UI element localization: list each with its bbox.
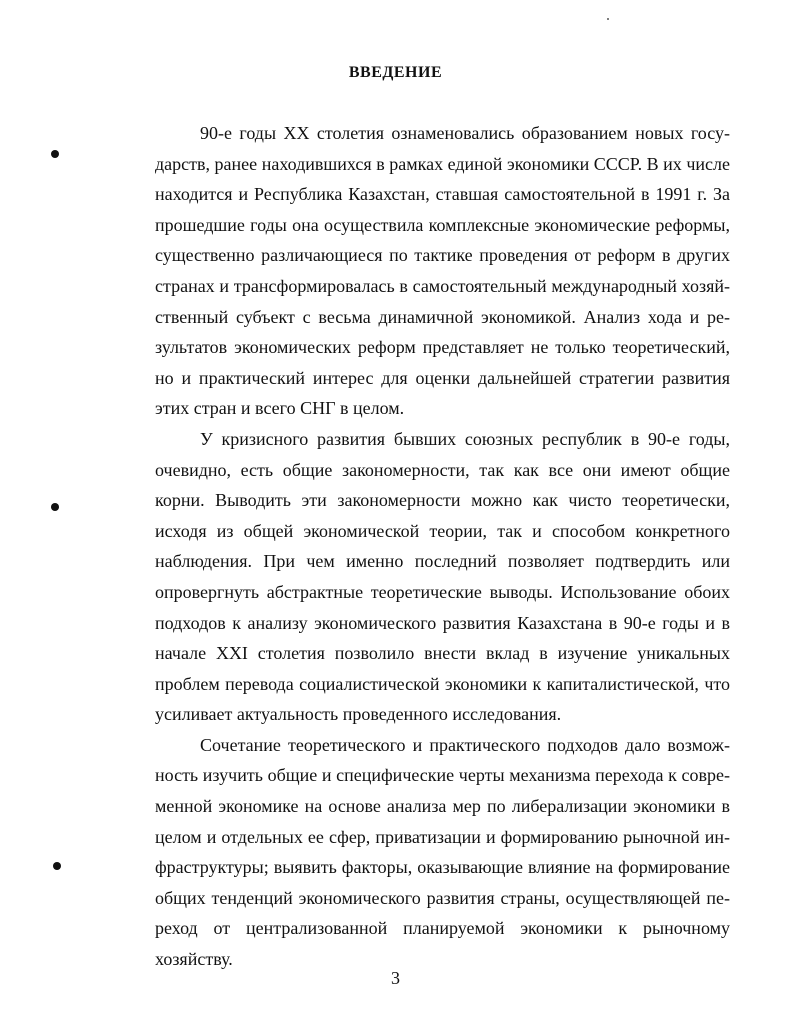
page-number: 3 <box>391 968 400 988</box>
body-text <box>155 118 730 975</box>
paragraph-2: У кризисного развития бывших союзных республик в 90-е годы, очевидно, есть общие закономерности, так как все они имеют общие корни. Выводить эти закономерности можно как чисто теоретически, исходя из общей экономической теории, так и способом конкретного наблюдения. При чем именно последний позволяет подтвердить или опровергнуть абстрактные теоретические выводы. Использование обоих подходов к анализу экономического развития Казахстана в 90-е годы и в начале XXI столетия позволило внести вклад в изучение уникальных проблем перевода социалистической экономики к капиталистической, что усиливает актуальность проведенного исследования. <box>155 428 730 725</box>
paragraph-1: 90-е годы XX столетия ознаменовались образованием новых государств, ранее находившихся в рамках единой экономики СССР. В их числе находится и Республика Казахстан, ставшая самостоятельной в 1991 г. За прошедшие годы она осуществила комплексные экономические реформы, существенно различающиеся по тактике проведения от реформ в других странах и трансформировалась в самостоятельный международный хозяйственный субъект с весьма динамичной экономикой. Анализ хода и результатов экономических реформ представляет не только теоретический, но и практический интерес для оценки дальнейшей стратегии развития этих стран и всего СНГ в целом. <box>155 123 730 419</box>
margin-dot <box>51 150 59 158</box>
scan-speck <box>607 18 609 20</box>
paragraph-3: Сочетание теоретического и практического подходов дало возможность изучить общие и специфические черты механизма перехода к современной экономике на основе анализа мер по либерализации экономики в целом и отдельных ее сфер, приватизации и формированию рыночной инфраструктуры; выявить факторы, оказывающие влияние на формирование общих тенденций экономического развития страны, осуществляющей переход от централизованной планируемой экономики к рыночному хозяйству. <box>155 734 730 970</box>
page-title: ВВЕДЕНИЕ <box>348 64 443 81</box>
margin-dot <box>53 862 61 870</box>
margin-dot <box>51 503 59 511</box>
